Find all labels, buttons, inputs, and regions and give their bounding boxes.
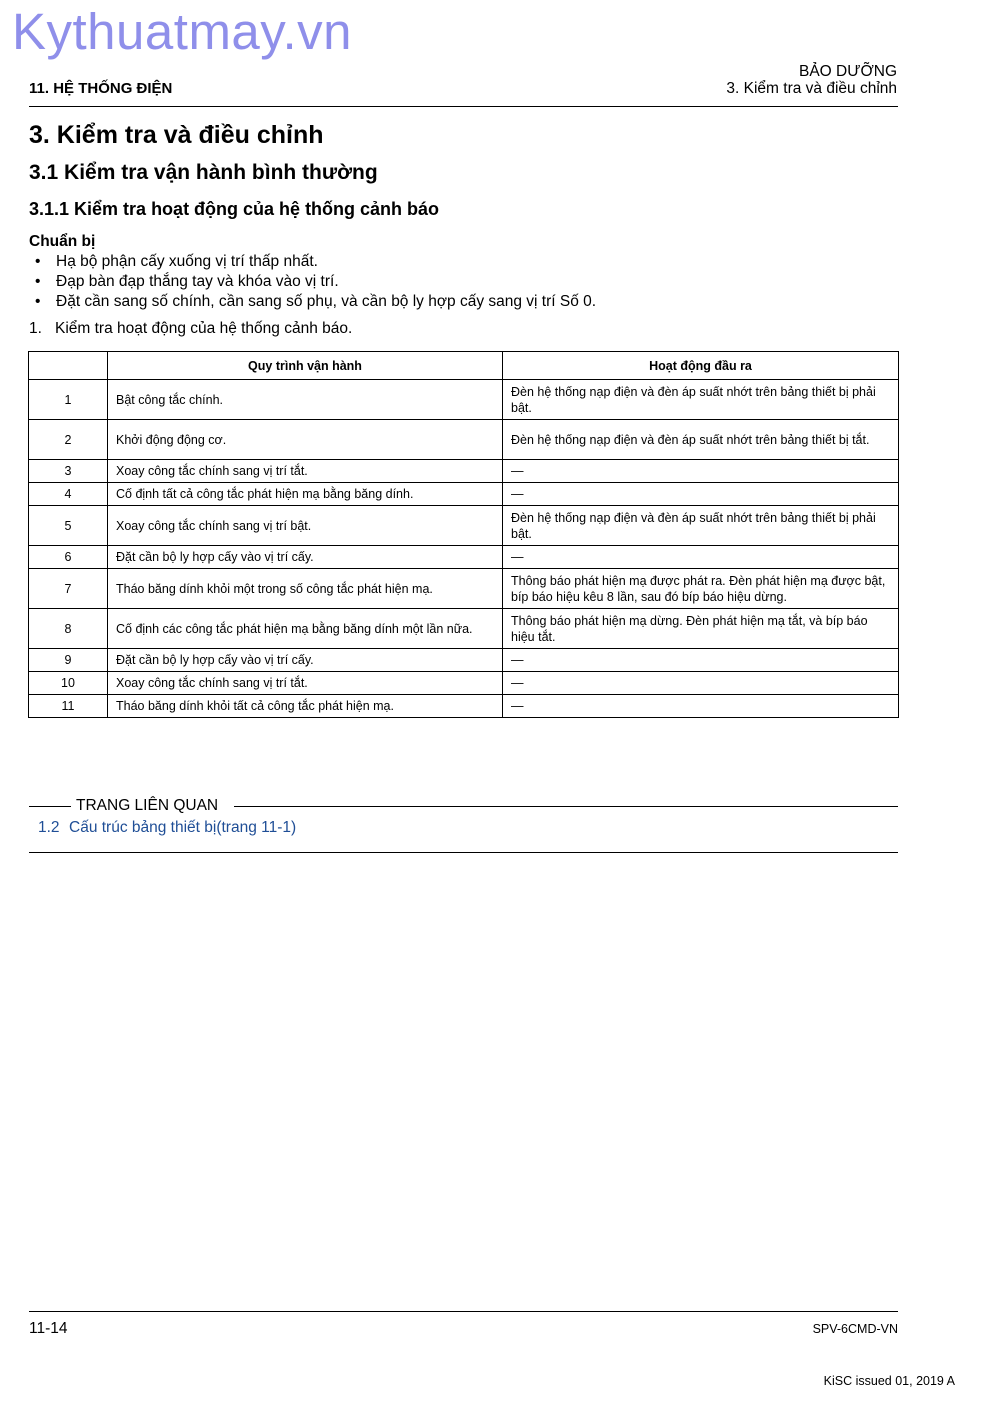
output-cell: Đèn hệ thống nạp điện và đèn áp suất nhớt trên bảng thiết bị tắt.: [503, 420, 899, 460]
row-number: 3: [29, 460, 108, 483]
output-cell: —: [503, 672, 899, 695]
row-number: 7: [29, 569, 108, 609]
row-number: 4: [29, 483, 108, 506]
preparation-title: Chuẩn bị: [29, 233, 96, 250]
list-item-text: Hạ bộ phận cấy xuống vị trí thấp nhất.: [56, 253, 318, 270]
procedure-cell: Cố định tất cả công tắc phát hiện mạ bằng băng dính.: [108, 483, 503, 506]
table-row: [29, 649, 899, 672]
output-cell: —: [503, 649, 899, 672]
bullet-icon: •: [35, 253, 41, 270]
row-number: 5: [29, 506, 108, 546]
row-number: 2: [29, 420, 108, 460]
output-cell: —: [503, 483, 899, 506]
step-number: 1.: [29, 320, 42, 337]
document-code: SPV-6CMD-VN: [812, 1322, 898, 1336]
procedure-cell: Tháo băng dính khỏi tất cả công tắc phát hiện mạ.: [108, 695, 503, 718]
output-cell: Thông báo phát hiện mạ được phát ra. Đèn phát hiện mạ được bật, bíp báo hiệu kêu 8 lần, sau đó bíp báo hiệu dừng.: [503, 569, 899, 609]
preparation-list: [29, 252, 596, 312]
row-number: 6: [29, 546, 108, 569]
issue-note: KiSC issued 01, 2019 A: [823, 1374, 955, 1388]
row-number: 9: [29, 649, 108, 672]
procedure-cell: Xoay công tắc chính sang vị trí tắt.: [108, 672, 503, 695]
table-row: [29, 420, 899, 460]
table-row: [29, 609, 899, 649]
header-divider: [29, 106, 898, 107]
procedure-cell: Tháo băng dính khỏi một trong số công tắc phát hiện mạ.: [108, 569, 503, 609]
header-cell-number: [29, 352, 108, 380]
step-text: Kiểm tra hoạt động của hệ thống cảnh báo.: [55, 320, 353, 337]
section-heading: 3.1 Kiểm tra vận hành bình thường: [29, 161, 378, 184]
procedure-cell: Khởi động động cơ.: [108, 420, 503, 460]
procedure-table: [28, 351, 899, 718]
table-row: [29, 460, 899, 483]
table-row: [29, 546, 899, 569]
related-divider-right: [234, 806, 898, 807]
bullet-icon: •: [35, 293, 41, 310]
watermark: Kythuatmay.vn: [12, 3, 353, 60]
running-header: [726, 63, 897, 97]
header-cell-procedure: Quy trình vận hành: [108, 352, 503, 380]
procedure-cell: Bật công tắc chính.: [108, 380, 503, 420]
related-divider-left: [29, 806, 71, 807]
output-cell: Đèn hệ thống nạp điện và đèn áp suất nhớt trên bảng thiết bị phải bật.: [503, 506, 899, 546]
header-cell-output: Hoạt động đầu ra: [503, 352, 899, 380]
table-row: [29, 569, 899, 609]
procedure-cell: Cố định các công tắc phát hiện mạ bằng băng dính một lần nữa.: [108, 609, 503, 649]
page-title: 3. Kiểm tra và điều chỉnh: [29, 121, 324, 149]
subsection-heading: 3.1.1 Kiểm tra hoạt động của hệ thống cảnh báo: [29, 199, 440, 219]
subsection-title: 3. Kiểm tra và điều chỉnh: [726, 80, 897, 97]
related-pages-title: TRANG LIÊN QUAN: [76, 797, 219, 814]
list-item-text: Đạp bàn đạp thắng tay và khóa vào vị trí.: [56, 273, 339, 290]
chapter-title: 11. HỆ THỐNG ĐIỆN: [29, 80, 173, 97]
row-number: 11: [29, 695, 108, 718]
list-item: [29, 272, 596, 292]
bullet-icon: •: [35, 273, 41, 290]
output-cell: —: [503, 695, 899, 718]
table-row: [29, 506, 899, 546]
list-item: [29, 252, 596, 272]
step-1: [29, 320, 352, 338]
output-cell: —: [503, 460, 899, 483]
procedure-cell: Xoay công tắc chính sang vị trí bật.: [108, 506, 503, 546]
table-header-row: [29, 352, 899, 380]
related-link-text: Cấu trúc bảng thiết bị(trang 11-1): [69, 819, 297, 836]
footer-divider: [29, 1311, 898, 1312]
related-bottom-divider: [29, 852, 898, 853]
section-title: BẢO DƯỠNG: [798, 63, 897, 80]
page-number: 11-14: [29, 1320, 68, 1337]
related-page-link[interactable]: [38, 819, 296, 837]
output-cell: —: [503, 546, 899, 569]
row-number: 8: [29, 609, 108, 649]
output-cell: Thông báo phát hiện mạ dừng. Đèn phát hiện mạ tắt, và bíp báo hiệu tắt.: [503, 609, 899, 649]
row-number: 10: [29, 672, 108, 695]
procedure-cell: Đặt cần bộ ly hợp cấy vào vị trí cấy.: [108, 649, 503, 672]
procedure-cell: Đặt cần bộ ly hợp cấy vào vị trí cấy.: [108, 546, 503, 569]
table-row: [29, 672, 899, 695]
list-item-text: Đặt cần sang số chính, cần sang số phụ, và cần bộ ly hợp cấy sang vị trí Số 0.: [56, 293, 597, 310]
procedure-cell: Xoay công tắc chính sang vị trí tắt.: [108, 460, 503, 483]
output-cell: Đèn hệ thống nạp điện và đèn áp suất nhớt trên bảng thiết bị phải bật.: [503, 380, 899, 420]
table-row: [29, 380, 899, 420]
list-item: [29, 292, 596, 312]
related-link-number: 1.2: [38, 819, 60, 836]
table-row: [29, 695, 899, 718]
row-number: 1: [29, 380, 108, 420]
table-row: [29, 483, 899, 506]
